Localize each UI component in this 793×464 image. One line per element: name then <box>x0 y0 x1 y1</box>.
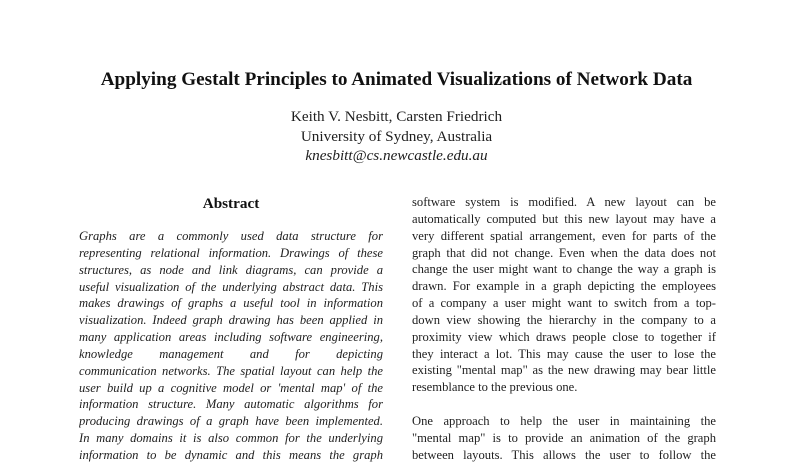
body-line: they interact a lot. This may cause the user to lose the <box>412 346 716 361</box>
abstract-line: producing drawings of a graph have been implemented. <box>79 414 383 429</box>
abstract-line: In many domains it is also common for the underlying <box>79 431 383 446</box>
abstract-line: information structure. Many automatic algorithms for <box>79 397 383 412</box>
abstract-line: makes drawings of graphs a useful tool in information <box>79 296 383 311</box>
body-line: software system is modified. A new layout can be <box>412 195 716 209</box>
paper-title: Applying Gestalt Principles to Animated Visualizations of Network Data <box>100 69 693 90</box>
author-names: Keith V. Nesbitt, Carsten Friedrich <box>290 108 503 125</box>
abstract-line: representing relational information. Drawings of these <box>79 245 383 260</box>
body-column-right <box>412 194 716 464</box>
body-line: down view showing the hierarchy in the company to a <box>412 312 716 327</box>
body-line: "mental map" is to provide an animation of the graph <box>412 430 716 445</box>
body-line: very different spatial arrangement, even for parts of the <box>412 228 716 243</box>
abstract-line: Graphs are a commonly used data structure for <box>79 229 383 243</box>
body-line: automatically computed but this new layout may have a <box>412 211 716 226</box>
body-line: of a company a user might want to switch from a top- <box>412 296 716 311</box>
author-affiliation: University of Sydney, Australia <box>300 127 493 145</box>
abstract-line: useful visualization of the underlying abstract data. This <box>79 279 383 294</box>
body-line: change the user might want to change the way a graph is <box>412 262 716 277</box>
abstract-line: structures, as node and link diagrams, can provide a <box>79 262 383 277</box>
abstract-line: many application areas including software engineering, <box>79 330 383 345</box>
author-email: knesbitt@cs.newcastle.edu.au <box>305 147 488 164</box>
abstract-line: communication networks. The spatial layout can help the <box>79 363 383 378</box>
body-line: resemblance to the previous one. <box>412 380 578 395</box>
body-line: proximity view which draws people close to together if <box>412 329 716 344</box>
abstract-line: visualization. Indeed graph drawing has been applied in <box>79 313 383 328</box>
author-block <box>0 107 793 166</box>
body-line: graph that did not change. Even when the data does not <box>412 245 716 260</box>
abstract-line: user build up a cognitive model or 'mental map' of the <box>79 380 383 395</box>
abstract-line: knowledge management and for depicting <box>79 346 383 361</box>
body-line: existing "mental map" as the new drawing may bear little <box>412 363 716 378</box>
body-line: One approach to help the user in maintaining the <box>412 413 716 428</box>
paragraph-gap <box>412 396 716 413</box>
abstract-line: information to be dynamic and this means the graph <box>79 447 383 462</box>
body-line: drawn. For example in a graph depicting the employees <box>412 279 716 294</box>
body-line: between layouts. This allows the user to follow the <box>412 447 716 462</box>
abstract-body <box>79 228 383 464</box>
abstract-heading: Abstract <box>202 195 260 212</box>
